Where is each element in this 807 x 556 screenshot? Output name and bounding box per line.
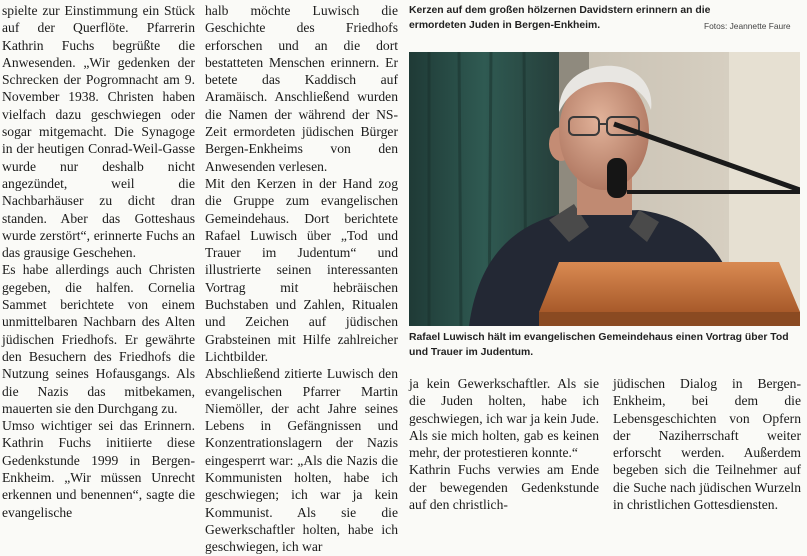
article-column-1 [2,2,195,521]
photo-caption-top: Kerzen auf dem großen hölzernen Davidstern erinnern an die ermordeten Juden in Bergen-Enkheim. [409,5,711,31]
article-column-3 [409,375,599,513]
paragraph: ja kein Gewerkschaftler. Als sie die Juden holten, habe ich geschwiegen, ich war ja kein Jude. Als sie mich holten, gab es keinen mehr, der protestieren konnte.“ [409,376,599,461]
paragraph: spielte zur Einstimmung ein Stück auf der Querflöte. Pfarrerin Kathrin Fuchs begrüßte die Anwesenden. „Wir gedenken der Schrecken der Pogromnacht am 9. November 1938. Christen haben vielfach dazu geschwiegen oder sogar mitgemacht. Die Synagoge in der heutigen Conrad-Weil-Gasse wurde nur deshalb nicht angezündet, weil die Nachbarhäuser zu dicht dran standen. Aber das Gotteshaus wurde zerstört“, erinnerte Fuchs an das grausige Geschehen. [2,3,195,261]
paragraph: halb möchte Luwisch die Geschichte des Friedhofs erforschen und an die dort bestatteten Menschen erinnern. Er betete das Kaddisch auf Aramäisch. Anschließend wurden die Namen der während der NS-Zeit ermordeten jüdischen Bürger Bergen-Enkheims von den Anwesenden verlesen. [205,3,398,174]
paragraph: Es habe allerdings auch Christen gegeben, die halfen. Cornelia Sammet berichtete von einem unmittelbaren Nachbarn des Alten jüdischen Friedhofs. Er gewährte den Besuchern des Friedhofs die Nutzung seines Hofausgangs. Als die Nazis das mitbekamen, mauerten sie den Durchgang zu. [2,262,195,416]
article-column-2 [205,2,398,556]
paragraph: Abschließend zitierte Luwisch den evangelischen Pfarrer Martin Niemöller, der acht Jahre seines Lebens in Gefängnissen und Konzentrationslagern der Nazis eingesperrt war: „Als die Nazis die Kommunisten holten, habe ich geschwiegen; ich war ja kein Kommunist. Als sie die Gewerkschaftler holten, habe ich geschwiegen, ich war [205,366,398,555]
speaker-photo [409,52,800,326]
paragraph: jüdischen Dialog in Bergen-Enkheim, bei dem die Lebensgeschichten von Opfern der Naziherrschaft weiter erforscht werden. Außerdem begeben sich die Teilnehmer auf die Suche nach jüdischen Wurzeln in christlichen Gottesdiensten. [613,376,801,513]
paragraph: Umso wichtiger sei das Erinnern. Kathrin Fuchs initiierte diese Gedenkstunde 1999 in Bergen-Enkheim. „Wir müssen Unrecht erkennen und benennen“, sagte die evangelische [2,418,195,520]
paragraph: Mit den Kerzen in der Hand zog die Gruppe zum evangelischen Gemeindehaus. Dort berichtete Rafael Luwisch über „Tod und Trauer im Judentum“ und illustrierte seinen interessanten Vortrag mit hebräischen Buchstaben und Zahlen, Ritualen und Zeichen auf jüdischen Grabsteinen mit Hilfe zahlreicher Lichtbilder. [205,175,398,364]
paragraph: Kathrin Fuchs verwies am Ende der bewegenden Gedenkstunde auf den christlich- [409,462,599,513]
photo-caption-bottom: Rafael Luwisch hält im evangelischen Gemeindehaus einen Vortrag über Tod und Trauer im Judentum. [409,332,789,358]
photo-credit: Fotos: Jeannette Faure [704,21,791,31]
article-column-4 [613,375,801,513]
